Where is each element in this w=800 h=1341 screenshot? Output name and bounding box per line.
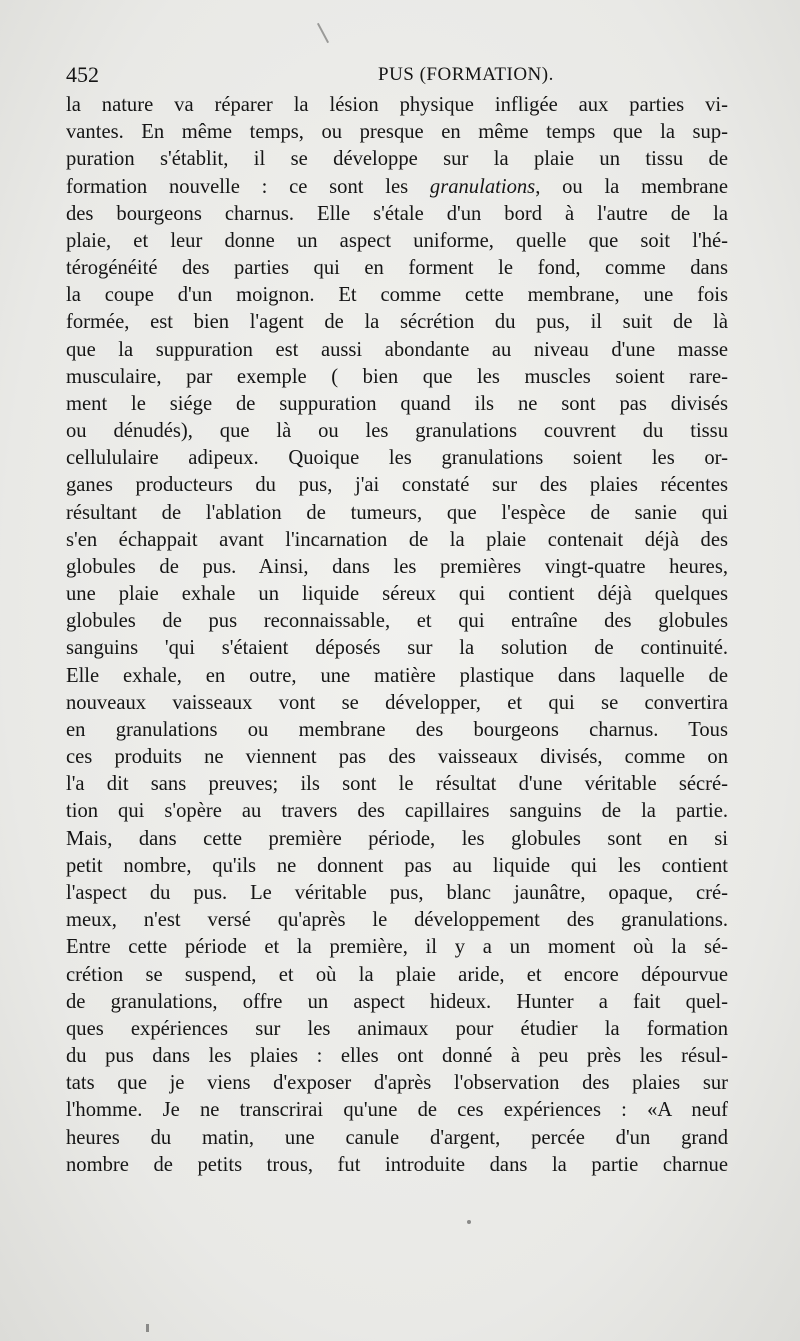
text-line: résultant de l'ablation de tumeurs, que l'espèce de sanie qui [66,501,728,524]
text-line: petit nombre, qu'ils ne donnent pas au liquide qui les contient [66,854,728,877]
text-line: globules de pus. Ainsi, dans les premières vingt-quatre heures, [66,555,728,578]
italic-term: granulations [429,175,536,198]
text-segment: , ou la membrane [535,175,728,198]
text-line: des bourgeons charnus. Elle s'étale d'un bord à l'autre de la [66,202,728,225]
text-line: sanguins 'qui s'étaient déposés sur la solution de continuité. [66,637,728,660]
text-line: ou dénudés), que là ou les granulations couvrent du tissu [66,420,728,443]
text-line: Mais, dans cette première période, les globules sont en si [66,827,728,850]
text-line: meux, n'est versé qu'après le développement des granulations. [66,909,728,932]
text-line: l'homme. Je ne transcrirai qu'une de ces expériences : «A neuf [66,1099,728,1122]
text-line: nouveaux vaisseaux vont se développer, et qui se convertira [66,691,728,714]
text-line: nombre de petits trous, fut introduite dans la partie charnue [66,1153,728,1176]
text-line: formée, est bien l'agent de la sécrétion du pus, il suit de là [66,311,728,334]
text-line: tion qui s'opère au travers des capillaires sanguins de la partie. [66,800,728,823]
text-line: globules de pus reconnaissable, et qui entraîne des globules [66,610,728,633]
text-line: heures du matin, une canule d'argent, percée d'un grand [66,1126,728,1149]
text-line: l'a dit sans preuves; ils sont le résultat d'une véritable sécré- [66,773,728,796]
text-segment: formation nouvelle : ce sont les [66,175,430,198]
text-line: la nature va réparer la lésion physique infligée aux parties vi- [66,94,728,116]
page-mark [317,23,329,43]
text-line: en granulations ou membrane des bourgeons charnus. Tous [66,718,728,741]
text-line: cellululaire adipeux. Quoique les granulations soient les or- [66,447,728,470]
text-line: ganes producteurs du pus, j'ai constaté sur des plaies récentes [66,474,728,497]
text-line: musculaire, par exemple ( bien que les muscles soient rare- [66,365,728,388]
text-line: Elle exhale, en outre, une matière plastique dans laquelle de [66,664,728,687]
text-line: ces produits ne viennent pas des vaisseaux divisés, comme on [66,746,728,769]
text-line [66,174,728,201]
text-line: la coupe d'un moignon. Et comme cette membrane, une fois [66,284,728,307]
text-line: ques expériences sur les animaux pour étudier la formation [66,1017,728,1040]
page-header [66,62,728,92]
text-line: vantes. En même temps, ou presque en même temps que la sup- [66,121,728,144]
text-line: Entre cette période et la première, il y a un moment où la sé- [66,936,728,959]
text-line: plaie, et leur donne un aspect uniforme, quelle que soit l'hé- [66,229,728,252]
running-title: PUS (FORMATION). [378,64,554,85]
text-line: que la suppuration est aussi abondante au niveau d'une masse [66,338,728,361]
text-line: s'en échappait avant l'incarnation de la plaie contenait déjà des [66,528,728,551]
text-line: crétion se suspend, et où la plaie aride, et encore dépourvue [66,963,728,986]
text-line: l'aspect du pus. Le véritable pus, blanc jaunâtre, opaque, cré- [66,881,728,904]
text-line: du pus dans les plaies : elles ont donné à peu près les résul- [66,1045,728,1068]
text-line: de granulations, offre un aspect hideux. Hunter a fait quel- [66,990,728,1013]
page-number: 452 [66,62,99,87]
text-line: tats que je viens d'exposer d'après l'observation des plaies sur [66,1072,728,1095]
text-line: puration s'établit, il se développe sur la plaie un tissu de [66,148,728,171]
page-speck [467,1220,471,1224]
text-line: térogénéité des parties qui en forment le fond, comme dans [66,257,728,280]
body-text [66,92,728,1179]
text-line: ment le siége de suppuration quand ils ne sont pas divisés [66,392,728,415]
page-speck [146,1324,149,1332]
text-line: une plaie exhale un liquide séreux qui contient déjà quelques [66,583,728,606]
